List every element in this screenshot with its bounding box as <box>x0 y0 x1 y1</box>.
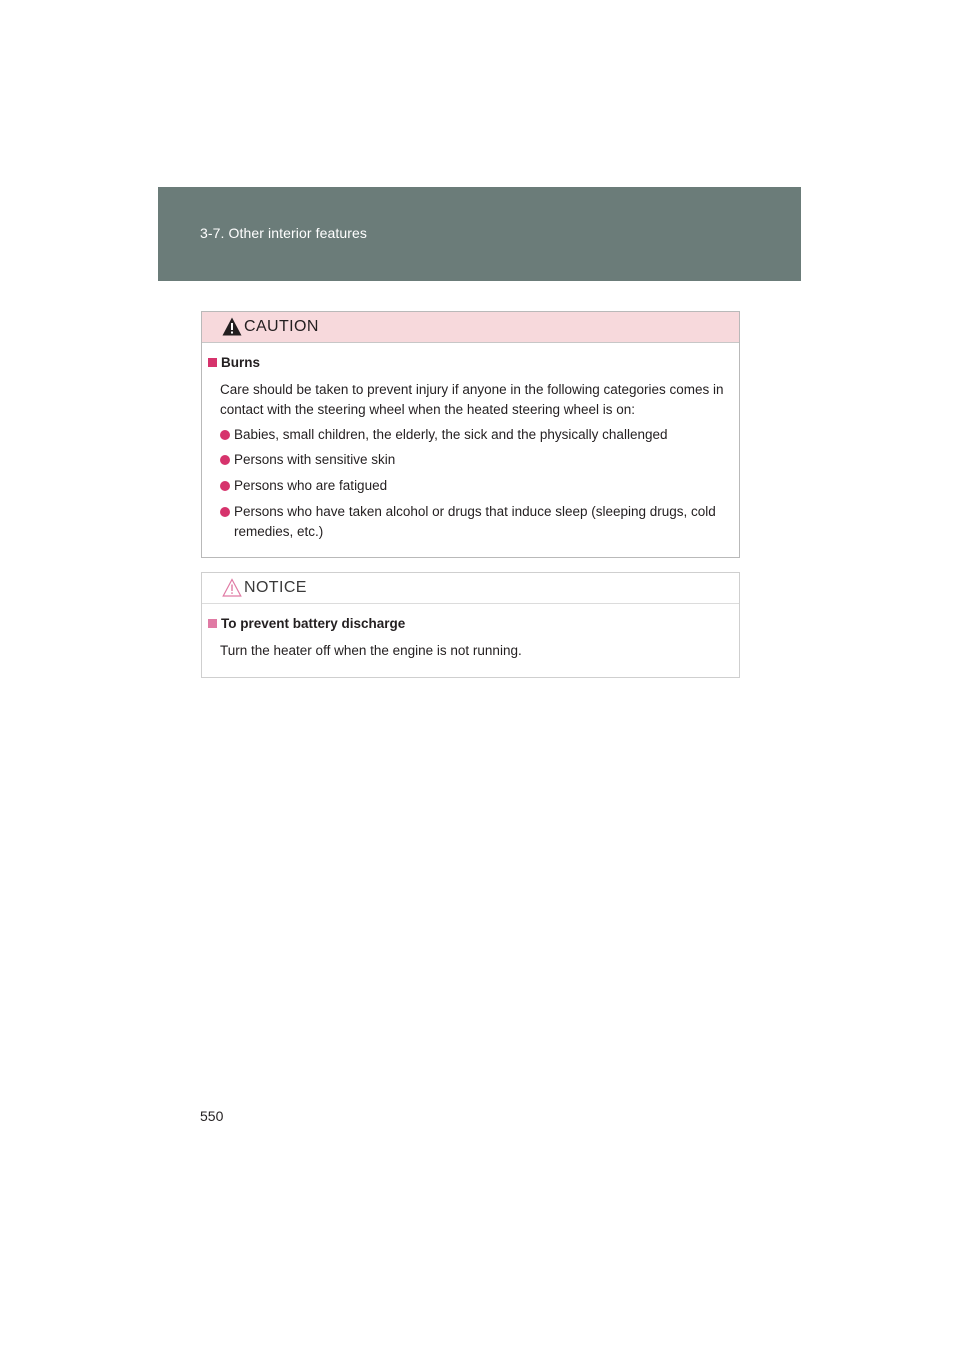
list-item-text: Persons with sensitive skin <box>234 452 396 467</box>
page-number: 550 <box>200 1108 224 1124</box>
list-item-text: Persons who are fatigued <box>234 478 388 493</box>
list-item-text: Persons who have taken alcohol or drugs that induce sleep (sleeping drugs, cold remedies, etc.) <box>234 504 716 539</box>
list-item <box>220 425 736 445</box>
notice-title: NOTICE <box>244 579 307 596</box>
notice-heading <box>208 616 405 631</box>
notice-box <box>201 572 740 678</box>
bullet-dot-icon <box>220 507 230 517</box>
list-item <box>220 450 736 470</box>
square-bullet-icon <box>208 358 217 367</box>
warning-triangle-icon <box>222 317 242 336</box>
bullet-dot-icon <box>220 481 230 491</box>
section-header-band <box>158 187 801 281</box>
notice-heading-text: To prevent battery discharge <box>221 616 406 631</box>
notice-header <box>202 573 739 604</box>
list-item-text: Babies, small children, the elderly, the sick and the physically challenged <box>234 427 668 442</box>
square-bullet-icon <box>208 619 217 628</box>
caution-intro: Care should be taken to prevent injury if anyone in the following categories comes in contact with the steering wheel when the heated steering wheel is on: <box>220 382 724 417</box>
notice-text: Turn the heater off when the engine is not running. <box>220 643 522 658</box>
caution-box <box>201 311 740 558</box>
caution-header <box>202 312 739 343</box>
caution-title: CAUTION <box>244 318 319 335</box>
section-title: 3-7. Other interior features <box>200 225 367 241</box>
bullet-dot-icon <box>220 430 230 440</box>
bullet-dot-icon <box>220 455 230 465</box>
list-item <box>220 476 736 496</box>
list-item <box>220 502 736 542</box>
caution-heading <box>208 355 260 370</box>
warning-triangle-outline-icon <box>222 578 242 597</box>
caution-heading-text: Burns <box>221 355 261 370</box>
